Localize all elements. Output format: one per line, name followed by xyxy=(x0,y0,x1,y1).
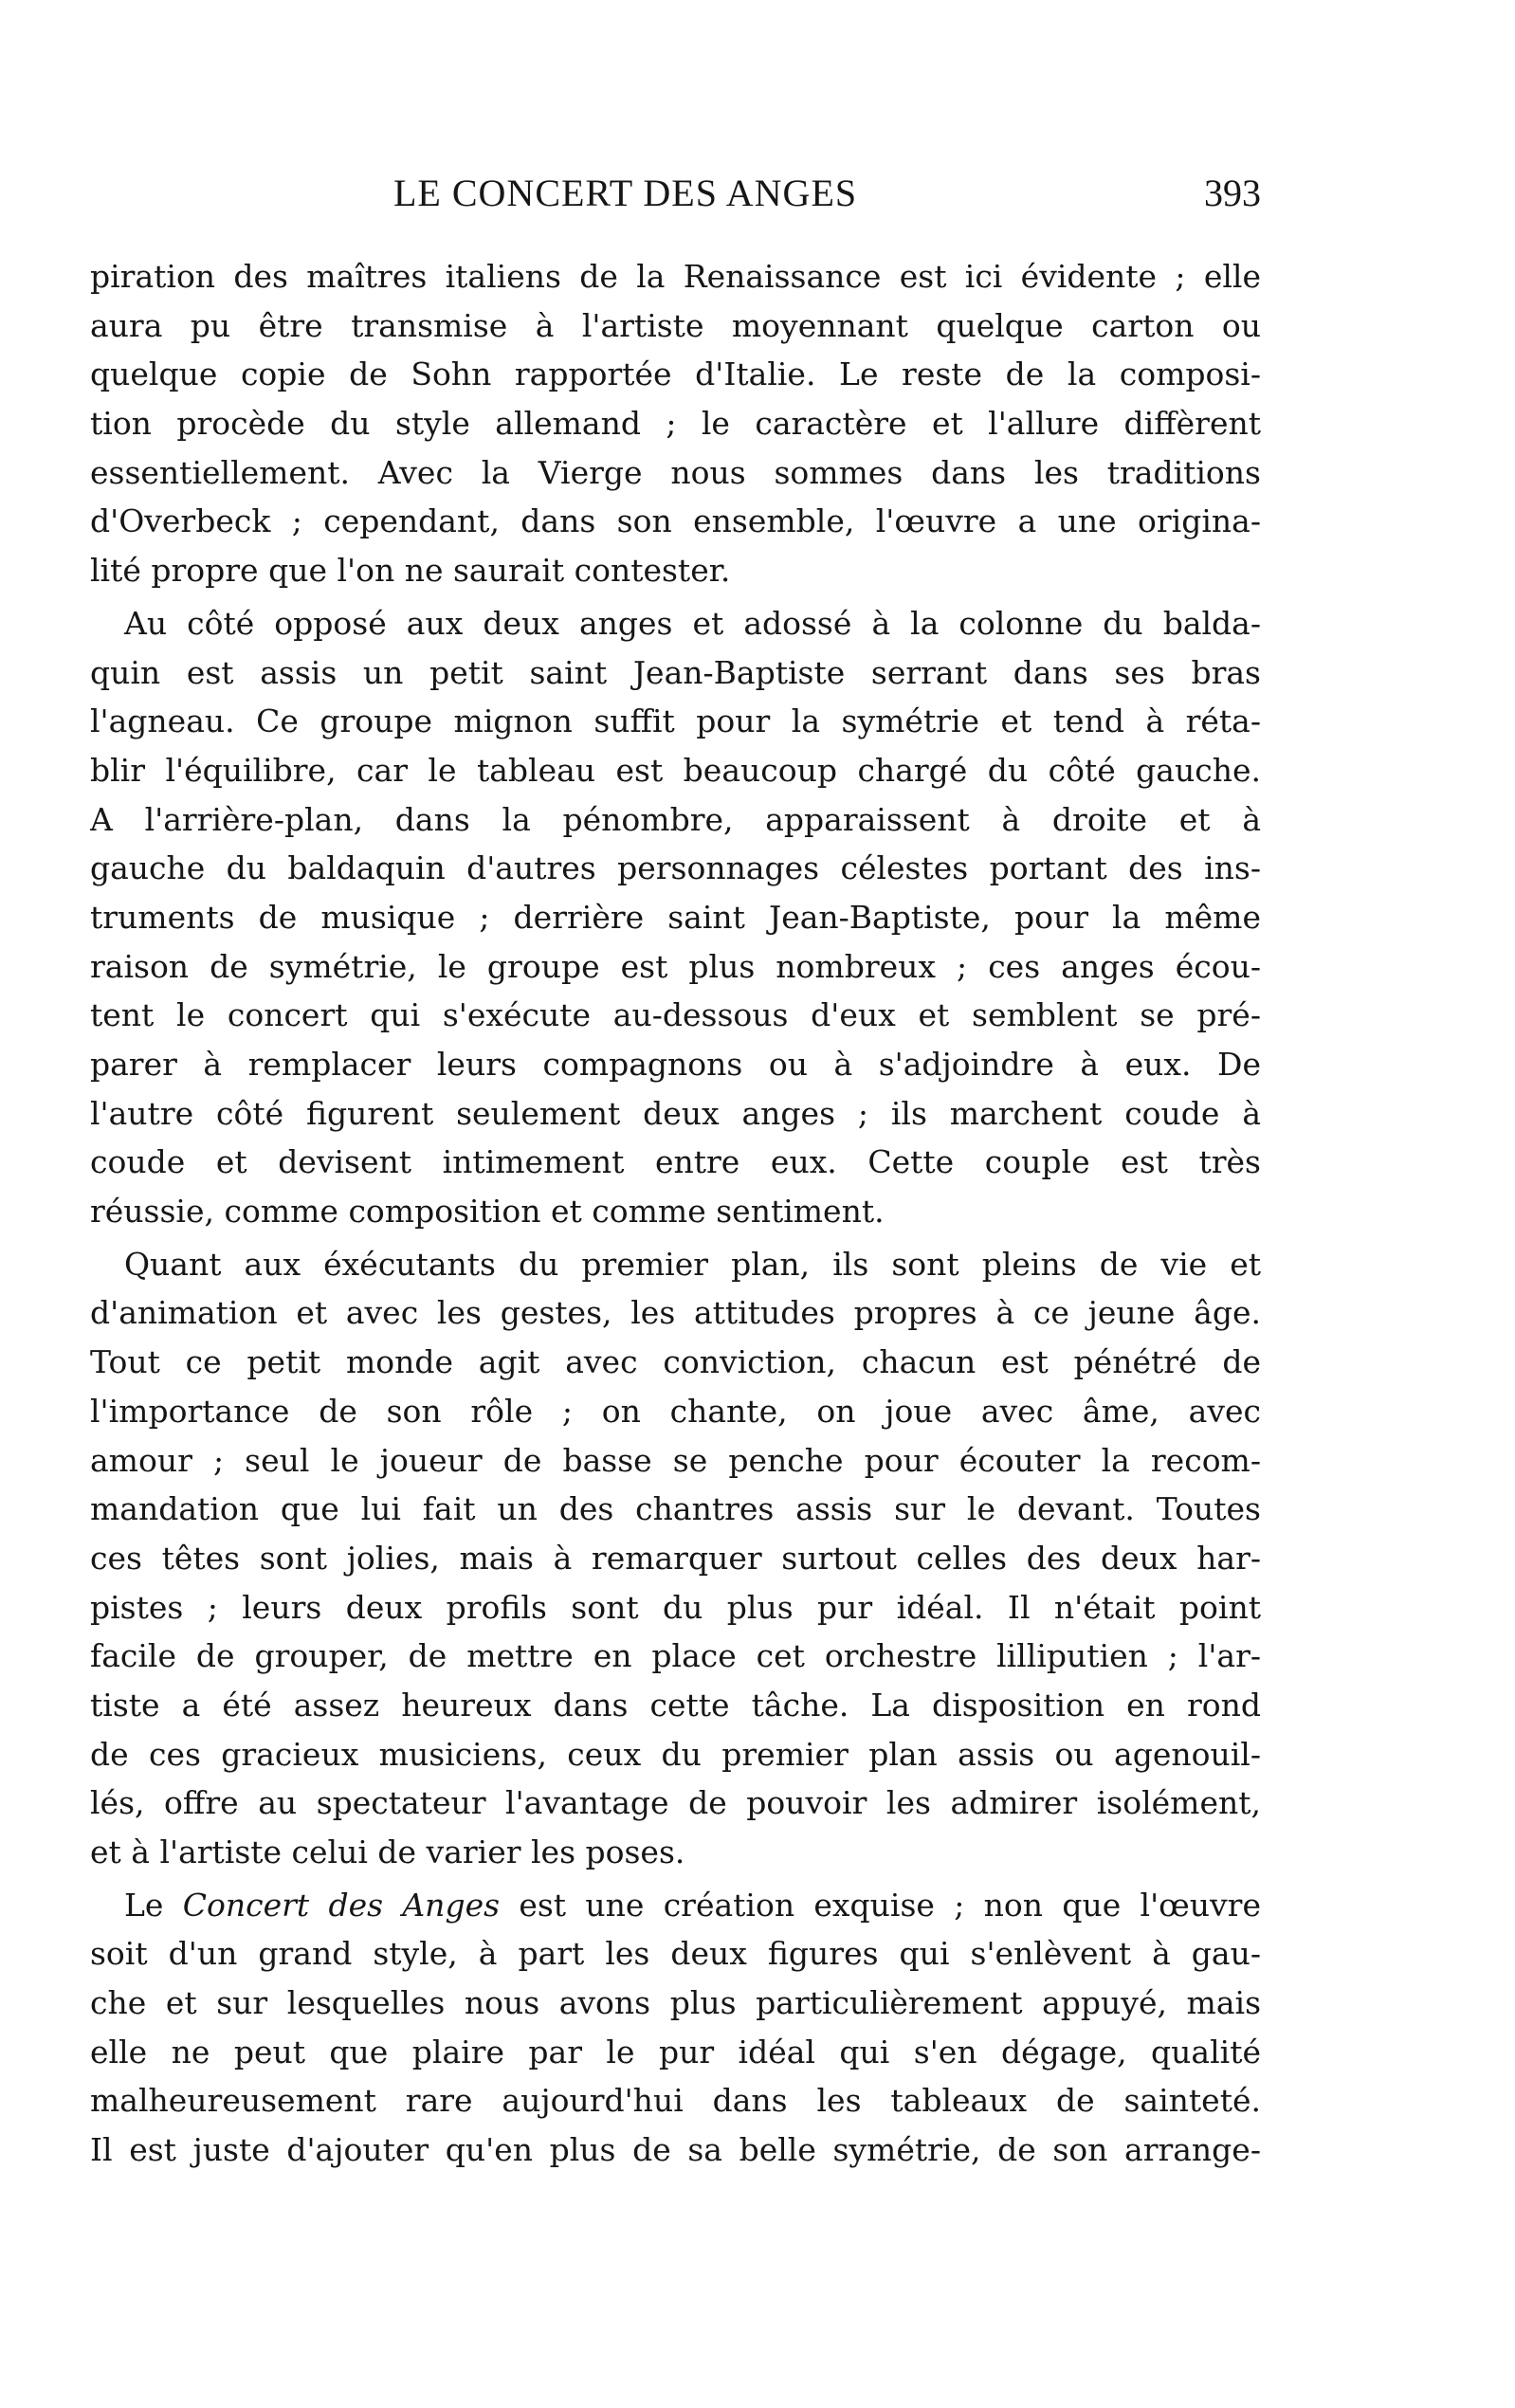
running-title: LE CONCERT DES ANGES xyxy=(393,172,858,214)
text-line: che et sur lesquelles nous avons plus particulièrement appuyé, mais xyxy=(90,1984,1261,2022)
text-line: lés, offre au spectateur l'avantage de pouvoir les admirer isolément, xyxy=(90,1784,1261,1822)
text-line: et à l'artiste celui de varier les poses. xyxy=(90,1833,685,1870)
text-line: Il est juste d'ajouter qu'en plus de sa belle symétrie, de son arrange- xyxy=(90,2131,1261,2169)
text-line: l'importance de son rôle ; on chante, on joue avec âme, avec xyxy=(90,1392,1261,1430)
text-line xyxy=(90,1881,1261,1930)
text-line: truments de musique ; derrière saint Jean-Baptiste, pour la même xyxy=(90,898,1261,936)
paragraph-4 xyxy=(90,1881,1261,2175)
paragraph-1 xyxy=(90,252,1261,595)
text-line: malheureusement rare aujourd'hui dans les tableaux de sainteté. xyxy=(90,2082,1261,2120)
body-text xyxy=(90,252,1261,2175)
text-line: aura pu être transmise à l'artiste moyennant quelque carton ou xyxy=(90,306,1261,344)
text-line: quin est assis un petit saint Jean-Baptiste serrant dans ses bras xyxy=(90,653,1261,691)
text-line: amour ; seul le joueur de basse se penche pour écouter la recom- xyxy=(90,1441,1261,1479)
text-line: essentiellement. Avec la Vierge nous sommes dans les traditions xyxy=(90,453,1261,491)
text-line: Tout ce petit monde agit avec conviction, chacun est pénétré de xyxy=(90,1343,1261,1381)
text-line: d'Overbeck ; cependant, dans son ensemble, l'œuvre a une origina- xyxy=(90,502,1261,540)
text-line: soit d'un grand style, à part les deux figures qui s'enlèvent à gau- xyxy=(90,1935,1261,1973)
text-line: gauche du baldaquin d'autres personnages célestes portant des ins- xyxy=(90,849,1261,887)
text-line: blir l'équilibre, car le tableau est beaucoup chargé du côté gauche. xyxy=(90,751,1261,789)
text-line: Au côté opposé aux deux anges et adossé à la colonne du balda- xyxy=(124,604,1261,642)
page-header xyxy=(90,167,1261,220)
text-line: pistes ; leurs deux profils sont du plus pur idéal. Il n'était point xyxy=(90,1588,1261,1626)
text-line: l'agneau. Ce groupe mignon suffit pour la symétrie et tend à réta- xyxy=(90,702,1261,740)
text-line: tiste a été assez heureux dans cette tâche. La disposition en rond xyxy=(90,1686,1261,1724)
text-run: Le xyxy=(124,1886,183,1924)
text-run: est une création exquise ; non que l'œuvre xyxy=(500,1886,1261,1924)
text-line: raison de symétrie, le groupe est plus nombreux ; ces anges écou- xyxy=(90,947,1261,985)
text-line: quelque copie de Sohn rapportée d'Italie. Le reste de la composi- xyxy=(90,356,1261,393)
page-number: 393 xyxy=(1204,172,1261,214)
text-line: coude et devisent intimement entre eux. Cette couple est très xyxy=(90,1143,1261,1181)
text-line: elle ne peut que plaire par le pur idéal qui s'en dégage, qualité xyxy=(90,2033,1261,2071)
artwork-title: Concert des Anges xyxy=(182,1886,501,1924)
text-line: facile de grouper, de mettre en place cet orchestre lilliputien ; l'ar- xyxy=(90,1637,1261,1675)
text-line: A l'arrière-plan, dans la pénombre, apparaissent à droite et à xyxy=(90,800,1261,838)
text-line: l'autre côté figurent seulement deux anges ; ils marchent coude à xyxy=(90,1094,1261,1132)
text-line: de ces gracieux musiciens, ceux du premier plan assis ou agenouil- xyxy=(90,1735,1261,1773)
text-line: d'animation et avec les gestes, les attitudes propres à ce jeune âge. xyxy=(90,1294,1261,1332)
text-line: piration des maîtres italiens de la Renaissance est ici évidente ; elle xyxy=(90,258,1261,295)
text-line: réussie, comme composition et comme sentiment. xyxy=(90,1193,885,1231)
text-line: Quant aux éxécutants du premier plan, ils sont pleins de vie et xyxy=(124,1245,1261,1283)
text-line: lité propre que l'on ne saurait contester. xyxy=(90,552,731,590)
text-line: tent le concert qui s'exécute au-dessous d'eux et semblent se pré- xyxy=(90,996,1261,1034)
text-line: mandation que lui fait un des chantres assis sur le devant. Toutes xyxy=(90,1490,1261,1528)
text-line: ces têtes sont jolies, mais à remarquer surtout celles des deux har- xyxy=(90,1539,1261,1577)
paragraph-2 xyxy=(90,599,1261,1236)
paragraph-3 xyxy=(90,1240,1261,1877)
text-line: parer à remplacer leurs compagnons ou à s'adjoindre à eux. De xyxy=(90,1046,1261,1083)
text-line: tion procède du style allemand ; le caractère et l'allure diffèrent xyxy=(90,405,1261,443)
